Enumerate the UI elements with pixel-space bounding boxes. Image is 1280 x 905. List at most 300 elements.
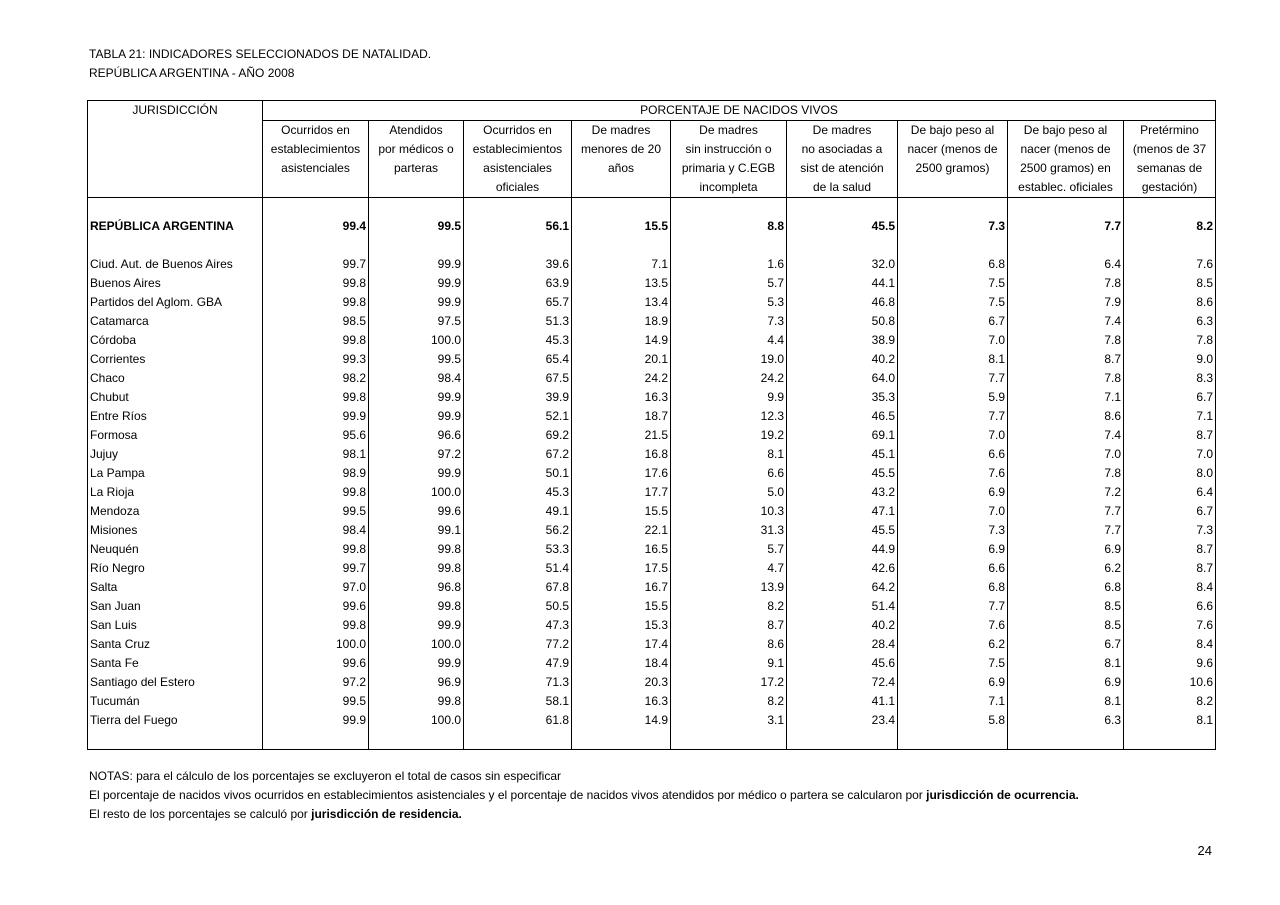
table-row (88, 559, 1216, 578)
table-row (88, 331, 1216, 350)
cell-value: 39.9 (464, 388, 572, 407)
column-header-line: asistenciales (263, 159, 369, 178)
cell-value: 51.3 (464, 312, 572, 331)
cell-value: 7.4 (1008, 426, 1124, 445)
cell-value: 47.1 (787, 502, 898, 521)
row-name: Santa Fe (90, 656, 139, 670)
cell-value: 99.3 (263, 350, 369, 369)
cell-value: 42.6 (787, 559, 898, 578)
cell-value: 6.9 (1008, 540, 1124, 559)
cell-value: 8.1 (1008, 654, 1124, 673)
cell-value: 99.9 (369, 388, 464, 407)
cell-value: 51.4 (464, 559, 572, 578)
cell-value: 8.7 (1124, 559, 1216, 578)
column-header-line: De madres (671, 121, 787, 141)
cell-value: 7.5 (898, 274, 1008, 293)
cell-value: 7.7 (898, 407, 1008, 426)
cell-value: 14.9 (572, 711, 671, 730)
cell-value: 7.4 (1008, 312, 1124, 331)
row-name: Jujuy (90, 447, 119, 461)
table-row (88, 521, 1216, 540)
cell-value: 7.1 (1124, 407, 1216, 426)
column-header-line: asistenciales (464, 159, 572, 178)
cell-value: 67.8 (464, 578, 572, 597)
cell-value: 40.2 (787, 616, 898, 635)
cell-value: 6.9 (898, 540, 1008, 559)
cell-value: 6.7 (1008, 635, 1124, 654)
table-row (88, 274, 1216, 293)
cell-value: 100.0 (263, 635, 369, 654)
cell-value: 24.2 (671, 369, 787, 388)
cell-value: 99.5 (263, 502, 369, 521)
cell-value: 99.6 (369, 502, 464, 521)
cell-value: 69.2 (464, 426, 572, 445)
cell-value: 52.1 (464, 407, 572, 426)
cell-value: 31.3 (671, 521, 787, 540)
cell-value: 16.3 (572, 388, 671, 407)
note-line-1: NOTAS: para el cálculo de los porcentajes se excluyeron el total de casos sin especificar (89, 769, 562, 783)
cell-value: 47.3 (464, 616, 572, 635)
cell-value: 17.4 (572, 635, 671, 654)
cell-value: 6.6 (898, 445, 1008, 464)
cell-value: 6.6 (898, 559, 1008, 578)
cell-value: 7.8 (1008, 369, 1124, 388)
cell-value: 7.0 (898, 426, 1008, 445)
cell-value: 5.7 (671, 540, 787, 559)
column-header-line: De bajo peso al (898, 121, 1008, 141)
cell-value: 65.7 (464, 293, 572, 312)
row-name: REPÚBLICA ARGENTINA (90, 219, 234, 233)
table-subtitle: REPÚBLICA ARGENTINA - AÑO 2008 (89, 66, 295, 80)
cell-value: 6.2 (898, 635, 1008, 654)
cell-value: 45.3 (464, 483, 572, 502)
column-header-line: sin instrucción o (671, 140, 787, 159)
column-header-line: gestación) (1124, 178, 1216, 198)
cell-value: 99.8 (263, 540, 369, 559)
cell-value: 64.0 (787, 369, 898, 388)
cell-value: 8.1 (1124, 711, 1216, 730)
cell-value: 6.2 (1008, 559, 1124, 578)
row-name: San Luis (90, 618, 137, 632)
cell-value: 15.5 (572, 502, 671, 521)
row-name: Ciud. Aut. de Buenos Aires (90, 257, 233, 271)
table-row (88, 711, 1216, 730)
cell-value: 8.7 (671, 616, 787, 635)
row-name: Formosa (90, 428, 138, 442)
cell-value: 18.4 (572, 654, 671, 673)
column-header-line: no asociadas a (787, 140, 898, 159)
cell-value: 95.6 (263, 426, 369, 445)
cell-value: 7.0 (898, 331, 1008, 350)
column-header-line: 2500 gramos) (898, 159, 1008, 178)
table-row (88, 312, 1216, 331)
table-row (88, 445, 1216, 464)
cell-value: 40.2 (787, 350, 898, 369)
cell-value: 6.9 (898, 673, 1008, 692)
cell-value: 45.5 (787, 217, 898, 236)
cell-value: 46.8 (787, 293, 898, 312)
note-line-2: El porcentaje de nacidos vivos ocurridos en establecimientos asistenciales y el porcentaje de nacidos vivos atendidos por médico o partera se calcularon por jurisdicción de ocurrencia. (89, 788, 1079, 802)
cell-value: 53.3 (464, 540, 572, 559)
column-header-line: oficiales (464, 178, 572, 198)
cell-value: 7.9 (1008, 293, 1124, 312)
cell-value: 7.7 (1008, 521, 1124, 540)
column-header-line: establecimientos (263, 140, 369, 159)
cell-value: 5.9 (898, 388, 1008, 407)
cell-value: 7.0 (1008, 445, 1124, 464)
cell-value: 47.9 (464, 654, 572, 673)
cell-value: 45.6 (787, 654, 898, 673)
table-row (88, 673, 1216, 692)
cell-value: 99.8 (369, 540, 464, 559)
cell-value: 6.4 (1124, 483, 1216, 502)
column-header-line: parteras (369, 159, 464, 178)
cell-value: 99.9 (369, 255, 464, 274)
cell-value: 21.5 (572, 426, 671, 445)
row-name: Entre Ríos (90, 409, 147, 423)
cell-value: 8.2 (1124, 692, 1216, 711)
cell-value: 16.8 (572, 445, 671, 464)
cell-value: 96.6 (369, 426, 464, 445)
cell-value: 9.6 (1124, 654, 1216, 673)
cell-value: 100.0 (369, 635, 464, 654)
cell-value: 17.7 (572, 483, 671, 502)
cell-value: 5.3 (671, 293, 787, 312)
cell-value: 18.7 (572, 407, 671, 426)
cell-value: 65.4 (464, 350, 572, 369)
cell-value: 97.2 (369, 445, 464, 464)
cell-value: 8.5 (1008, 616, 1124, 635)
cell-value: 6.8 (898, 578, 1008, 597)
spacer-row (88, 236, 1216, 255)
cell-value: 7.3 (1124, 521, 1216, 540)
cell-value: 98.5 (263, 312, 369, 331)
column-header-line: (menos de 37 (1124, 140, 1216, 159)
cell-value: 99.8 (263, 274, 369, 293)
cell-value: 99.9 (369, 407, 464, 426)
cell-value: 8.1 (1008, 692, 1124, 711)
column-header-line: semanas de (1124, 159, 1216, 178)
cell-value: 22.1 (572, 521, 671, 540)
cell-value: 97.5 (369, 312, 464, 331)
cell-value: 8.7 (1124, 426, 1216, 445)
cell-value: 10.3 (671, 502, 787, 521)
cell-value: 99.8 (369, 692, 464, 711)
cell-value: 99.8 (263, 331, 369, 350)
header-row-group (88, 101, 1216, 121)
table-row (88, 426, 1216, 445)
cell-value: 8.3 (1124, 369, 1216, 388)
cell-value: 99.8 (263, 483, 369, 502)
group-header: PORCENTAJE DE NACIDOS VIVOS (263, 101, 1216, 121)
cell-value: 99.6 (263, 654, 369, 673)
cell-value: 28.4 (787, 635, 898, 654)
column-header-line: Ocurridos en (464, 121, 572, 141)
cell-value: 99.9 (369, 464, 464, 483)
cell-value: 7.1 (572, 255, 671, 274)
column-header-line: de la salud (787, 178, 898, 198)
cell-value: 7.8 (1008, 274, 1124, 293)
table-row (88, 255, 1216, 274)
column-header-line: 2500 gramos) en (1008, 159, 1124, 178)
cell-value: 43.2 (787, 483, 898, 502)
cell-value: 35.3 (787, 388, 898, 407)
cell-value: 15.5 (572, 217, 671, 236)
spacer-row (88, 730, 1216, 750)
row-name: La Rioja (90, 485, 135, 499)
column-header-line (572, 178, 671, 198)
cell-value: 6.6 (1124, 597, 1216, 616)
cell-value: 10.6 (1124, 673, 1216, 692)
cell-value: 3.1 (671, 711, 787, 730)
cell-value: 19.0 (671, 350, 787, 369)
cell-value: 7.8 (1008, 464, 1124, 483)
cell-value: 38.9 (787, 331, 898, 350)
table-row (88, 502, 1216, 521)
table-row (88, 407, 1216, 426)
cell-value: 8.7 (1008, 350, 1124, 369)
row-name: Partidos del Aglom. GBA (90, 295, 223, 309)
table-row (88, 635, 1216, 654)
cell-value: 12.3 (671, 407, 787, 426)
cell-value: 45.5 (787, 464, 898, 483)
cell-value: 8.2 (671, 692, 787, 711)
cell-value: 24.2 (572, 369, 671, 388)
cell-value: 56.2 (464, 521, 572, 540)
column-header-line (898, 178, 1008, 198)
cell-value: 14.9 (572, 331, 671, 350)
cell-value: 69.1 (787, 426, 898, 445)
cell-value: 98.1 (263, 445, 369, 464)
column-header-line (263, 178, 369, 198)
cell-value: 98.4 (263, 521, 369, 540)
column-header-line: incompleta (671, 178, 787, 198)
cell-value: 8.1 (671, 445, 787, 464)
cell-value: 96.9 (369, 673, 464, 692)
cell-value: 99.5 (369, 217, 464, 236)
natality-table (87, 100, 1216, 750)
cell-value: 50.5 (464, 597, 572, 616)
table-row (88, 692, 1216, 711)
column-header-line: sist de atención (787, 159, 898, 178)
cell-value: 19.2 (671, 426, 787, 445)
cell-value: 45.3 (464, 331, 572, 350)
cell-value: 8.4 (1124, 635, 1216, 654)
cell-value: 67.5 (464, 369, 572, 388)
cell-value: 8.5 (1008, 597, 1124, 616)
cell-value: 7.5 (898, 654, 1008, 673)
cell-value: 17.2 (671, 673, 787, 692)
cell-value: 5.0 (671, 483, 787, 502)
row-name: La Pampa (90, 466, 145, 480)
cell-value: 23.4 (787, 711, 898, 730)
cell-value: 6.3 (1008, 711, 1124, 730)
cell-value: 6.9 (1008, 673, 1124, 692)
cell-value: 15.5 (572, 597, 671, 616)
table-row (88, 616, 1216, 635)
cell-value: 7.0 (898, 502, 1008, 521)
cell-value: 7.3 (671, 312, 787, 331)
cell-value: 44.1 (787, 274, 898, 293)
cell-value: 20.3 (572, 673, 671, 692)
cell-value: 13.9 (671, 578, 787, 597)
table-row (88, 464, 1216, 483)
table-row (88, 369, 1216, 388)
cell-value: 46.5 (787, 407, 898, 426)
cell-value: 99.9 (369, 616, 464, 635)
cell-value: 72.4 (787, 673, 898, 692)
cell-value: 6.3 (1124, 312, 1216, 331)
cell-value: 99.8 (369, 559, 464, 578)
cell-value: 99.9 (263, 407, 369, 426)
cell-value: 5.7 (671, 274, 787, 293)
cell-value: 7.6 (898, 464, 1008, 483)
cell-value: 7.7 (898, 597, 1008, 616)
cell-value: 8.6 (671, 635, 787, 654)
note-line-3: El resto de los porcentajes se calculó por jurisdicción de residencia. (89, 807, 462, 821)
cell-value: 7.8 (1008, 331, 1124, 350)
cell-value: 7.6 (1124, 255, 1216, 274)
cell-value: 99.5 (369, 350, 464, 369)
row-name: Córdoba (90, 333, 137, 347)
cell-value: 18.9 (572, 312, 671, 331)
table-row (88, 483, 1216, 502)
cell-value: 99.5 (263, 692, 369, 711)
cell-value: 8.1 (898, 350, 1008, 369)
cell-value: 8.8 (671, 217, 787, 236)
cell-value: 6.4 (1008, 255, 1124, 274)
row-name: Mendoza (90, 504, 140, 518)
cell-value: 9.1 (671, 654, 787, 673)
cell-value: 100.0 (369, 711, 464, 730)
cell-value: 6.7 (1124, 502, 1216, 521)
cell-value: 99.9 (369, 274, 464, 293)
cell-value: 17.6 (572, 464, 671, 483)
cell-value: 98.2 (263, 369, 369, 388)
cell-value: 13.4 (572, 293, 671, 312)
table-row (88, 350, 1216, 369)
page-number: 24 (1197, 843, 1212, 858)
cell-value: 50.1 (464, 464, 572, 483)
cell-value: 51.4 (787, 597, 898, 616)
cell-value: 6.8 (898, 255, 1008, 274)
cell-value: 49.1 (464, 502, 572, 521)
cell-value: 96.8 (369, 578, 464, 597)
cell-value: 8.4 (1124, 578, 1216, 597)
cell-value: 5.8 (898, 711, 1008, 730)
cell-value: 8.2 (671, 597, 787, 616)
cell-value: 7.6 (898, 616, 1008, 635)
column-header-line: años (572, 159, 671, 178)
cell-value: 7.1 (898, 692, 1008, 711)
column-header-line: establecimientos (464, 140, 572, 159)
cell-value: 99.4 (263, 217, 369, 236)
table-row (88, 654, 1216, 673)
row-name: Chubut (90, 390, 129, 404)
cell-value: 99.8 (263, 616, 369, 635)
cell-value: 100.0 (369, 331, 464, 350)
cell-value: 99.8 (263, 388, 369, 407)
cell-value: 6.7 (1124, 388, 1216, 407)
cell-value: 7.3 (898, 217, 1008, 236)
row-name: Misiones (90, 523, 138, 537)
cell-value: 67.2 (464, 445, 572, 464)
cell-value: 1.6 (671, 255, 787, 274)
column-header-line: primaria y C.EGB (671, 159, 787, 178)
table-row (88, 293, 1216, 312)
cell-value: 20.1 (572, 350, 671, 369)
cell-value: 45.1 (787, 445, 898, 464)
cell-value: 8.2 (1124, 217, 1216, 236)
column-header-line: Ocurridos en (263, 121, 369, 141)
cell-value: 7.7 (1008, 217, 1124, 236)
cell-value: 8.6 (1124, 293, 1216, 312)
cell-value: 71.3 (464, 673, 572, 692)
cell-value: 7.0 (1124, 445, 1216, 464)
cell-value: 6.6 (671, 464, 787, 483)
cell-value: 7.3 (898, 521, 1008, 540)
row-name: Chaco (90, 371, 125, 385)
cell-value: 61.8 (464, 711, 572, 730)
cell-value: 63.9 (464, 274, 572, 293)
cell-value: 99.8 (369, 597, 464, 616)
cell-value: 16.5 (572, 540, 671, 559)
column-header-line: De madres (572, 121, 671, 141)
cell-value: 8.5 (1124, 274, 1216, 293)
column-header-line: De bajo peso al (1008, 121, 1124, 141)
cell-value: 98.9 (263, 464, 369, 483)
cell-value: 99.6 (263, 597, 369, 616)
cell-value: 97.2 (263, 673, 369, 692)
column-header-line: Pretérmino (1124, 121, 1216, 141)
cell-value: 77.2 (464, 635, 572, 654)
cell-value: 8.7 (1124, 540, 1216, 559)
cell-value: 56.1 (464, 217, 572, 236)
cell-value: 13.5 (572, 274, 671, 293)
cell-value: 8.0 (1124, 464, 1216, 483)
cell-value: 15.3 (572, 616, 671, 635)
cell-value: 8.6 (1008, 407, 1124, 426)
column-header-line: nacer (menos de (898, 140, 1008, 159)
national-total-row (88, 217, 1216, 236)
column-header-line: Atendidos (369, 121, 464, 141)
cell-value: 97.0 (263, 578, 369, 597)
cell-value: 99.7 (263, 255, 369, 274)
column-header-line (369, 178, 464, 198)
cell-value: 7.2 (1008, 483, 1124, 502)
cell-value: 7.7 (1008, 502, 1124, 521)
cell-value: 7.6 (1124, 616, 1216, 635)
column-header-line: por médicos o (369, 140, 464, 159)
table-row (88, 540, 1216, 559)
cell-value: 9.0 (1124, 350, 1216, 369)
cell-value: 44.9 (787, 540, 898, 559)
row-name: Tierra del Fuego (90, 713, 178, 727)
notes (89, 767, 1079, 824)
cell-value: 32.0 (787, 255, 898, 274)
cell-value: 58.1 (464, 692, 572, 711)
cell-value: 99.7 (263, 559, 369, 578)
table-title: TABLA 21: INDICADORES SELECCIONADOS DE NATALIDAD. (89, 47, 432, 61)
table-row (88, 578, 1216, 597)
cell-value: 99.1 (369, 521, 464, 540)
cell-value: 7.5 (898, 293, 1008, 312)
cell-value: 39.6 (464, 255, 572, 274)
cell-value: 7.8 (1124, 331, 1216, 350)
row-name: Salta (90, 580, 118, 594)
cell-value: 7.7 (898, 369, 1008, 388)
cell-value: 99.9 (263, 711, 369, 730)
